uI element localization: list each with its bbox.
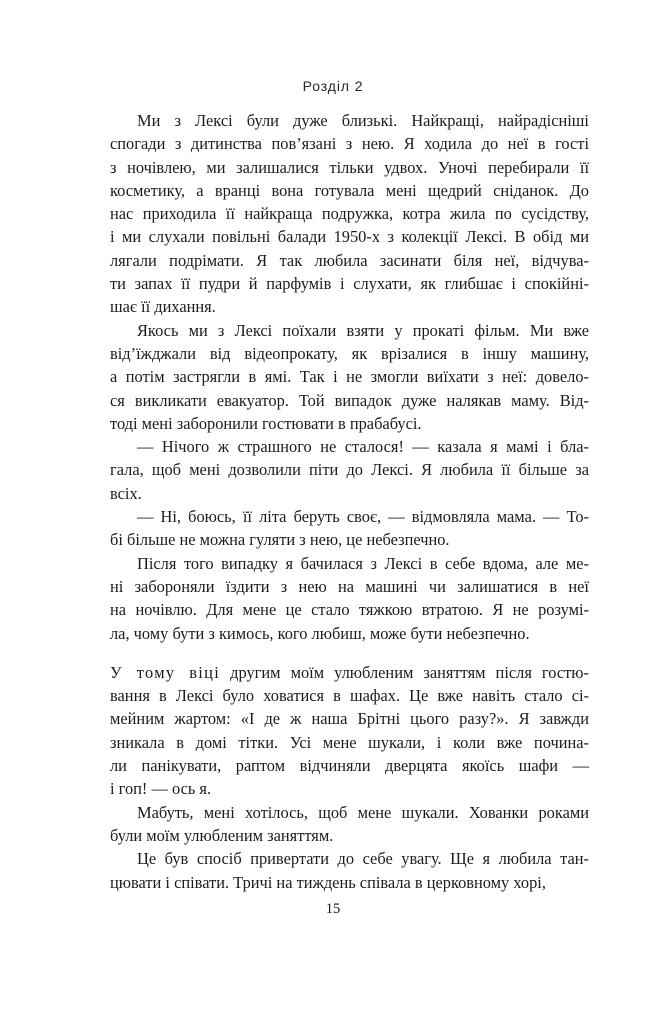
text-line: всіх. bbox=[110, 483, 142, 503]
text-line: косметику, а вранці вона готувала мені щедрий сніданок. До bbox=[110, 180, 589, 200]
text-line: шає її дихання. bbox=[110, 297, 216, 317]
text-line: бі більше не можна гуляти з нею, це небезпечно. bbox=[110, 530, 450, 550]
text-line: і гоп! — ось я. bbox=[110, 779, 212, 799]
text-line: були моїм улюбленим заняттям. bbox=[110, 825, 334, 845]
text-line: тоді мені заборонили гостювати в прабабусі. bbox=[110, 413, 422, 433]
page-number: 15 bbox=[325, 901, 341, 917]
text-line: Після того випадку я бачилася з Лексі в себе вдома, але ме- bbox=[137, 553, 589, 573]
text-block bbox=[110, 109, 589, 894]
text-line: ла, чому бути з кимось, кого любиш, може бути небезпечно. bbox=[110, 623, 530, 643]
text-line: — Ні, боюсь, її літа беруть своє, — відмовляла мама. — То- bbox=[137, 507, 589, 527]
text-line: ся викликати евакуатор. Той випадок дуже налякав маму. Від- bbox=[110, 390, 589, 410]
text-line: ні забороняли їздити з нею на машині чи залишатися в неї bbox=[110, 576, 589, 596]
paragraph bbox=[110, 435, 589, 505]
text-line: і ми слухали повільні балади 1950-х з колекції Лексі. В обід ми bbox=[110, 227, 589, 247]
text-line: від’їжджали від відеопрокату, як врізалися в іншу машину, bbox=[110, 343, 589, 363]
text-line: на ночівлю. Для мене це стало тяжкою втратою. Я не розумі- bbox=[110, 600, 589, 620]
text-line: спогади з дитинства пов’язані з нею. Я ходила до неї в гості bbox=[110, 134, 589, 154]
section-opener: У тому віці bbox=[110, 662, 221, 682]
paragraph bbox=[110, 319, 589, 435]
text-line: а потім застрягли в ямі. Так і не змогли виїхати з неї: довело- bbox=[110, 367, 589, 387]
text-line: нас приходила її найкраща подружка, котра жила по сусідству, bbox=[110, 204, 589, 224]
text-line: Мабуть, мені хотілось, щоб мене шукали. Хованки роками bbox=[137, 802, 589, 822]
text-line: цювати і співати. Тричі на тиждень співала в церковному хорі, bbox=[110, 872, 546, 892]
chapter-heading: Розділ 2 bbox=[302, 78, 364, 94]
text-line: У тому віці другим моїм улюбленим заняттям після гостю- bbox=[110, 662, 589, 682]
text-line: з ночівлею, ми залишалися тільки удвох. Уночі перебирали її bbox=[110, 157, 589, 177]
text-line: ли панікувати, раптом відчиняли дверцята якоїсь шафи — bbox=[110, 756, 589, 776]
paragraph bbox=[110, 552, 589, 645]
text-line: зникала в домі тітки. Усі мене шукали, і коли вже почина- bbox=[110, 732, 589, 752]
text-line: Це був спосіб привертати до себе увагу. Ще я любила тан- bbox=[137, 849, 589, 869]
text-line: — Нічого ж страшного не сталося! — казала я мамі і бла- bbox=[137, 437, 589, 457]
paragraph bbox=[110, 801, 589, 848]
text-line: мейним жартом: «І де ж наша Брітні цього разу?». Я завжди bbox=[110, 709, 589, 729]
text-line: Ми з Лексі були дуже близькі. Найкращі, найрадісніші bbox=[137, 111, 589, 130]
text-line: гала, щоб мені дозволили піти до Лексі. Я любила її більше за bbox=[110, 460, 589, 480]
paragraph bbox=[110, 847, 589, 894]
paragraph bbox=[110, 109, 589, 319]
text-line: ти запах її пудри й парфумів і слухати, як глибшає і спокійні- bbox=[110, 274, 589, 294]
text-line: лягали подрімати. Я так любила засинати біля неї, відчува- bbox=[110, 250, 589, 270]
text-line: Якось ми з Лексі поїхали взяти у прокаті фільм. Ми вже bbox=[137, 320, 589, 340]
text-line: вання в Лексі було ховатися в шафах. Це вже навіть стало сі- bbox=[110, 686, 589, 706]
paragraph bbox=[110, 661, 589, 801]
paragraph bbox=[110, 505, 589, 552]
